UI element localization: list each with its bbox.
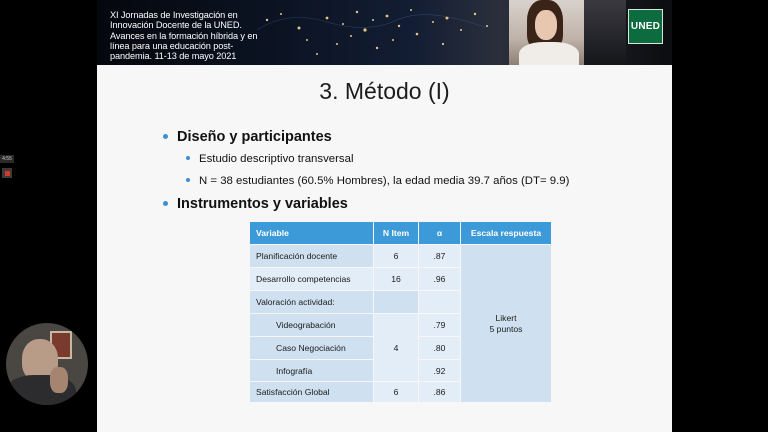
section-heading: Diseño y participantes [177,129,332,145]
table-cell: 16 [374,268,418,290]
table-cell: Satisfacción Global [250,382,373,402]
table-cell: 6 [374,382,418,402]
table-header: N Item [374,222,418,244]
presentation-slide [97,0,672,432]
meeting-timer: 4:55 [0,155,14,163]
table-cell: .92 [419,360,460,381]
table-cell: .80 [419,337,460,359]
bullet-icon [163,134,168,139]
presenter-webcam[interactable] [6,323,88,405]
bullet-icon [186,178,190,182]
conference-title: XI Jornadas de Investigación en Innovación Docente de la UNED. Avances en la formación híbrida y en línea para una educación post- pandemia. 11-13 de mayo 2021 [110,10,258,62]
table-header: α [419,222,460,244]
table-cell [419,291,460,313]
table-cell: .87 [419,245,460,267]
slide-title: 3. Método (I) [319,78,450,104]
table-cell [374,291,418,313]
table-cell: 6 [374,245,418,267]
uned-logo: UNED [628,9,663,44]
list-item: N = 38 estudiantes (60.5% Hombres), la edad media 39.7 años (DT= 9.9) [199,175,570,187]
section-heading: Instrumentos y variables [177,196,348,212]
table-cell: .86 [419,382,460,402]
table-cell: Desarrollo competencias [250,268,373,290]
list-item: Estudio descriptivo transversal [199,153,354,165]
record-icon[interactable] [2,168,12,178]
table-cell: .96 [419,268,460,290]
table-cell: Planificación docente [250,245,373,267]
instruments-table [250,222,551,402]
table-cell: Valoración actividad: [250,291,373,313]
table-cell: Infografía [250,360,373,381]
bullet-icon [163,201,168,206]
student-photo-dark [584,0,626,65]
table-header: Variable [250,222,373,244]
table-header: Escala respuesta [461,222,551,244]
table-cell: 4 [374,314,418,381]
table-cell-scale: Likert 5 puntos [461,245,551,402]
bullet-icon [186,156,190,160]
table-cell: Caso Negociación [250,337,373,359]
table-cell: .79 [419,314,460,336]
conference-banner [97,0,672,65]
table-cell: Videograbación [250,314,373,336]
